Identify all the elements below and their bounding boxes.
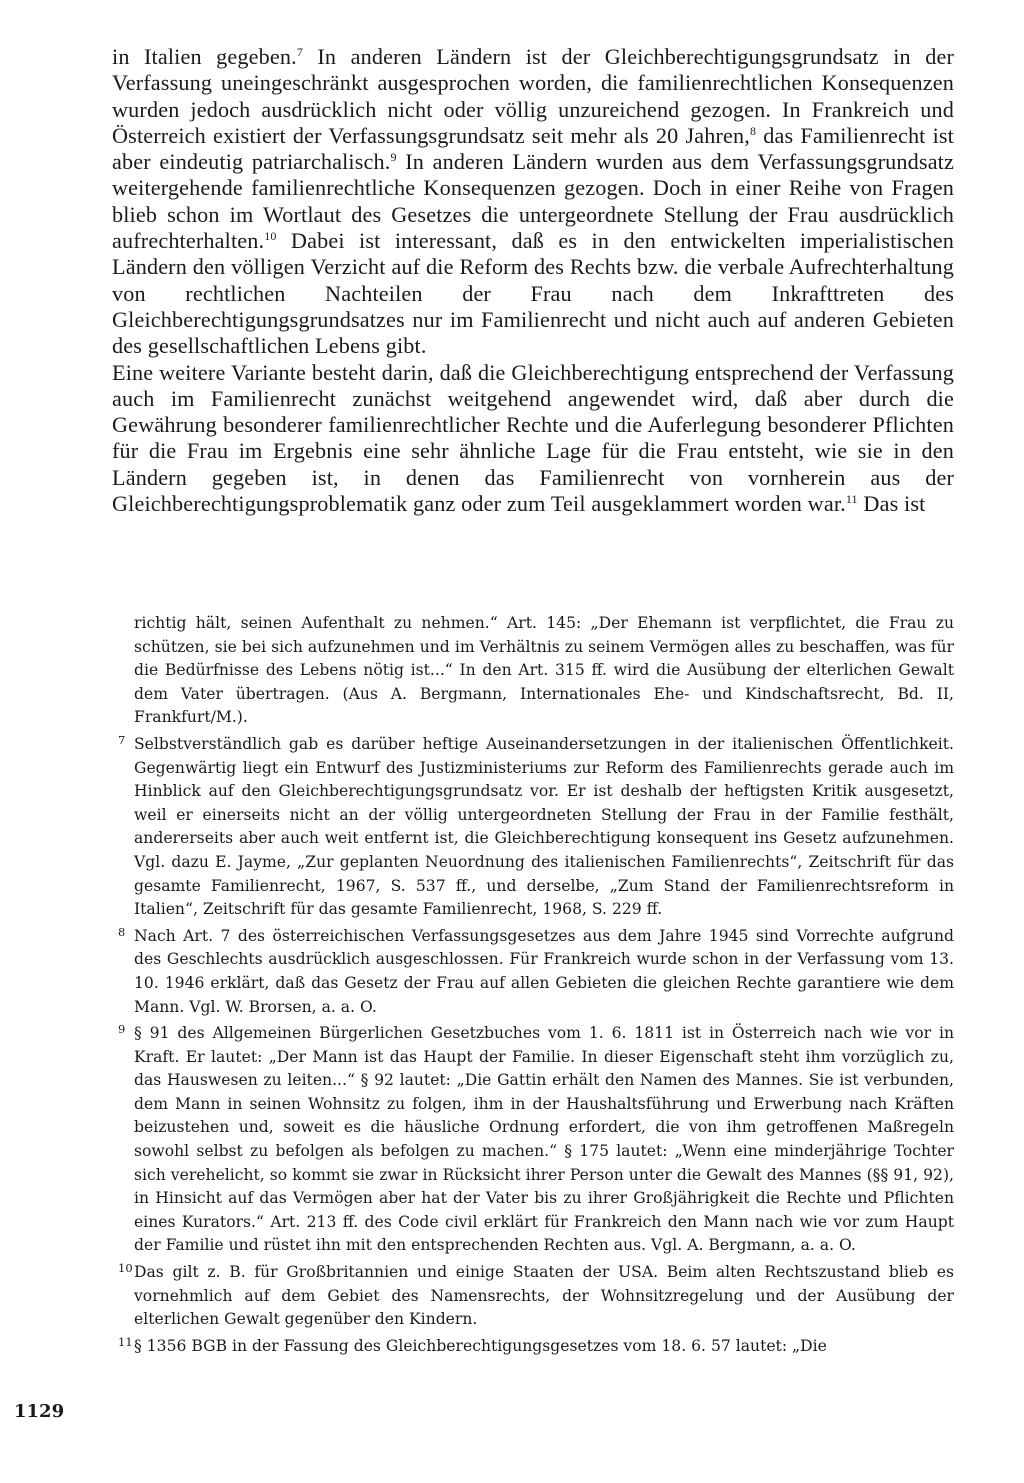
footnote-7 (112, 733, 954, 922)
footnote-number: 11 (118, 1334, 133, 1349)
footnote-ref-10: 10 (264, 229, 277, 244)
footnote-text: Selbstverständlich gab es darüber heftige Auseinandersetzungen in der italienischen Öffentlichkeit. Gegenwärtig liegt ein Entwurf des Justizministeriums zur Reform des Familienrechts gerade auch im Hinblick auf den Gleichberechtigungsgrundsatz vor. Er ist deshalb der heftigsten Kritik ausgesetzt, weil er einerseits nicht an der völlig untergeordneten Stellung der Frau in der Familie festhält, andererseits aber auch weit entfernt ist, die Gleichberechtigung konsequent ins Gesetz aufzunehmen. Vgl. dazu E. Jayme, „Zur geplanten Neuordnung des italienischen Familienrechts“, Zeitschrift für das gesamte Familienrecht, 1967, S. 537 ff., und derselbe, „Zum Stand der Familienrechtsreform in Italien“, Zeitschrift für das gesamte Familienrecht, 1968, S. 229 ff. (134, 734, 954, 919)
footnote-ref-9: 9 (390, 150, 397, 165)
footnote-continuation: richtig hält, seinen Aufenthalt zu nehmen.“ Art. 145: „Der Ehemann ist verpflichtet, die Frau zu schützen, sie bei sich aufzunehmen und im Verhältnis zu seinem Vermögen alles zu beschaffen, was für die Bedürfnisse des Lebens nötig ist...“ In den Art. 315 ff. wird die Ausübung der elterlichen Gewalt dem Vater übertragen. (Aus A. Bergmann, Internationales Ehe- und Kindschaftsrecht, Bd. II, Frankfurt/M.). (134, 614, 954, 727)
footnote-ref-7: 7 (296, 45, 303, 59)
footnote-number: 8 (118, 924, 126, 939)
footnote-number: 7 (118, 732, 126, 747)
footnote-text: Nach Art. 7 des österreichischen Verfassungsgesetzes aus dem Jahre 1945 sind Vorrechte aufgrund des Geschlechts ausdrücklich ausgeschlossen. Für Frankreich wurde schon in der Verfassung vom 13. 10. 1946 erklärt, daß das Gesetz der Frau auf allen Gebieten die gleichen Rechte garantiere wie dem Mann. Vgl. W. Brorsen, a. a. O. (134, 926, 954, 1016)
paragraph-1: in Italien gegeben.$^7$ In anderen Ländern ist der Gleichberechtigungsgrundsatz in der Verfassung uneingeschränkt ausgesprochen worden, die familienrechtlichen Konsequenzen wurden jedoch ausdrücklich nicht oder völlig unzureichend gezogen. In Frankreich und Österreich existiert der Verfassungsgrundsatz seit mehr als 20 Jahren,$^8$ das Familienrecht ist aber eindeutig patriarchalisch.$^9$ In anderen Ländern wurden aus dem Verfassungsgrundsatz weitergehende familienrechtliche Konsequenzen gezogen. Doch in einer Reihe von Fragen blieb schon im Wortlaut des Gesetzes die untergeordnete Stellung der Frau ausdrücklich aufrechterhalten.$^{10}$ Dabei ist interessant, daß es in den entwickelten imperialistischen Ländern den völligen Verzicht auf die Reform des Rechts bzw. die verbale Aufrechterhaltung von rechtlichen Nachteilen der Frau nach dem Inkrafttreten des Gleichberechtigungsgrundsatzes nur im Familienrecht und nicht auch auf anderen Gebieten des gesellschaftlichen Lebens gibt. (112, 44, 954, 359)
footnote-number: 9 (118, 1022, 126, 1037)
main-text (112, 44, 954, 517)
footnote-8 (112, 925, 954, 1019)
footnote-text: § 1356 BGB in der Fassung des Gleichberechtigungsgesetzes vom 18. 6. 57 lautet: „Die (134, 1336, 827, 1355)
footnote-11 (112, 1335, 954, 1359)
footnote-9 (112, 1022, 954, 1258)
page-number: 1129 (14, 1401, 65, 1422)
paragraph-2: Eine weitere Variante besteht darin, daß die Gleichberechtigung entsprechend der Verfassung auch im Familienrecht zunächst weitgehend angewendet wird, daß aber durch die Gewährung besonderer familienrechtlicher Rechte und die Auferlegung besonderer Pflichten für die Frau im Ergebnis eine sehr ähnliche Lage für die Frau entsteht, wie sie in den Ländern gegeben ist, in denen das Familienrecht von vornherein aus der Gleichberechtigungsproblematik ganz oder zum Teil ausgeklammert worden war.$^{11}$ Das ist (112, 359, 954, 517)
footnote-ref-11: 11 (845, 492, 858, 507)
footnote-text: Das gilt z. B. für Großbritannien und einige Staaten der USA. Beim alten Rechtszustand blieb es vornehmlich auf dem Gebiet des Namensrechts, der Wohnsitzregelung und der Ausübung der elterlichen Gewalt gegenüber den Kindern. (134, 1263, 954, 1329)
footnote-number: 10 (118, 1261, 133, 1276)
footnote-text: § 91 des Allgemeinen Bürgerlichen Gesetzbuches vom 1. 6. 1811 ist in Österreich nach wie vor in Kraft. Er lautet: „Der Mann ist das Haupt der Familie. In dieser Eigenschaft steht ihm vorzüglich zu, das Hauswesen zu leiten...“ § 92 lautet: „Die Gattin erhält den Namen des Mannes. Sie ist verbunden, dem Mann in seinen Wohnsitz zu folgen, ihm in der Haushaltsführung und Erwerbung nach Kräften beizustehen und, soweit es die häusliche Ordnung erfordert, die von ihm getroffenen Maßregeln sowohl selbst zu befolgen als befolgen zu machen.“ § 175 lautet: „Wenn eine minderjährige Tochter sich verehelicht, so kommt sie zwar in Rücksicht ihrer Person unter die Gewalt des Mannes (§§ 91, 92), in Hinsicht auf das Vermögen aber hat der Vater bis zu ihrer Großjährigkeit die Rechte und Pflichten eines Kurators.“ Art. 213 ff. des Code civil erklärt für Frankreich den Mann nach wie vor zum Haupt der Familie und rüstet ihn mit den entsprechenden Rechten aus. Vgl. A. Bergmann, a. a. O. (134, 1024, 954, 1255)
footnotes (112, 612, 954, 1361)
footnote-10 (112, 1261, 954, 1332)
footnote-ref-8: 8 (749, 123, 757, 138)
